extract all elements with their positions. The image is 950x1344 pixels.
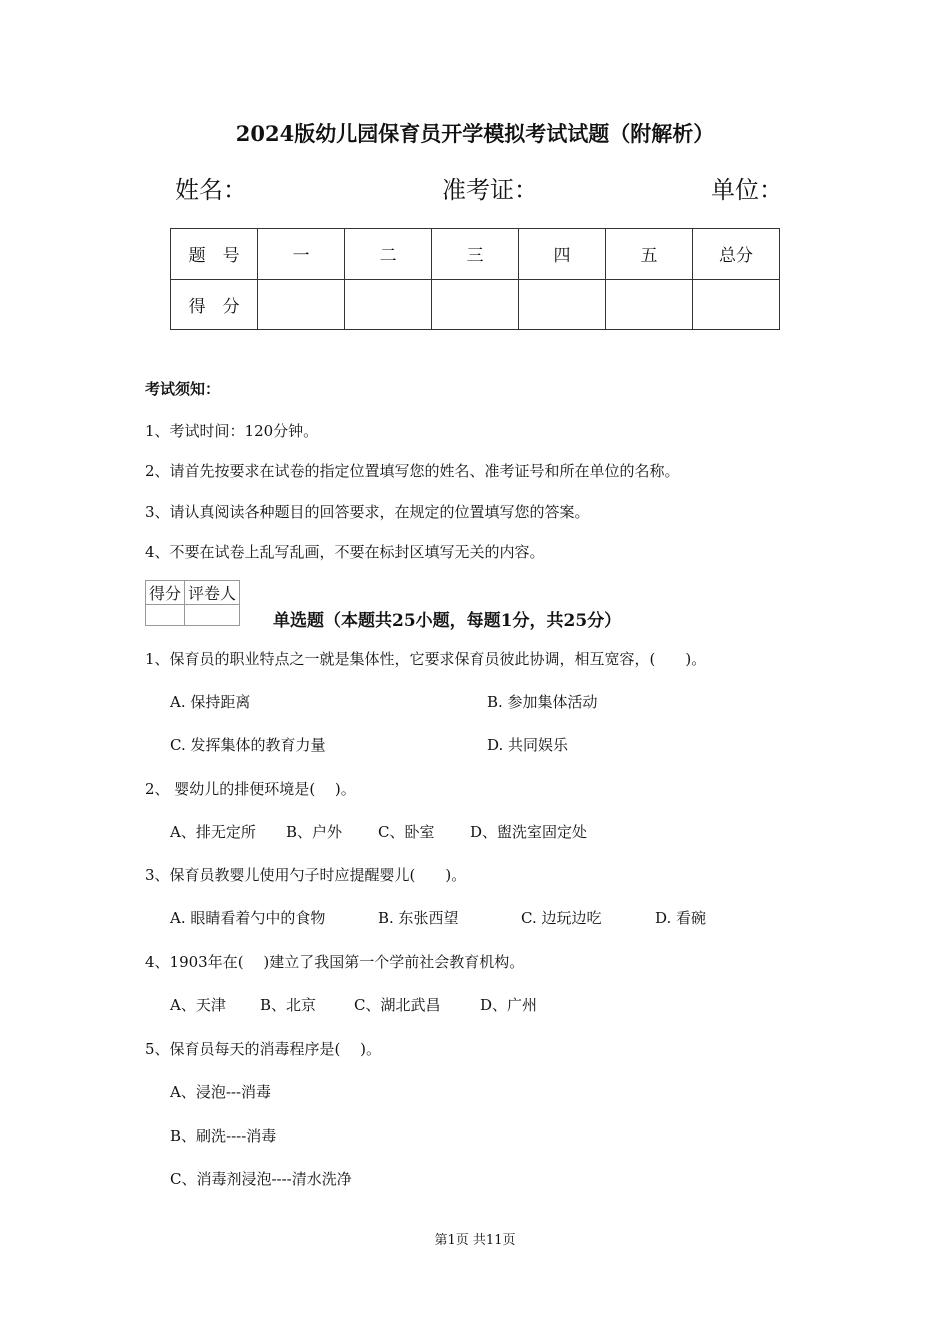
option: D、盥洗室固定处 bbox=[470, 823, 588, 841]
notice-item: 3、请认真阅读各种题目的回答要求，在规定的位置填写您的答案。 bbox=[145, 503, 590, 521]
score-row-label: 得 分 bbox=[171, 279, 258, 330]
score-header-cell: 五 bbox=[606, 229, 693, 280]
notice-item: 4、不要在试卷上乱写乱画，不要在标封区填写无关的内容。 bbox=[145, 543, 545, 561]
option: A、浸泡---消毒 bbox=[170, 1083, 272, 1101]
option: C. 发挥集体的教育力量 bbox=[170, 736, 326, 754]
score-header-cell: 一 bbox=[258, 229, 345, 280]
unit-label: 单位： bbox=[711, 176, 783, 204]
notice-item: 1、考试时间：120分钟。 bbox=[145, 422, 319, 440]
section-title: 单选题（本题共25小题，每题1分，共25分） bbox=[273, 611, 622, 631]
option: B、刷洗----消毒 bbox=[170, 1127, 277, 1145]
exam-id-label: 准考证： bbox=[442, 176, 538, 204]
question-text: 3、保育员教婴儿使用勺子时应提醒婴儿( )。 bbox=[145, 866, 467, 884]
option: C、卧室 bbox=[378, 823, 435, 841]
option: A、天津 bbox=[170, 996, 226, 1014]
option: C. 边玩边吃 bbox=[521, 909, 602, 927]
option: B、户外 bbox=[286, 823, 343, 841]
score-cell[interactable] bbox=[258, 279, 345, 330]
score-header-cell: 三 bbox=[432, 229, 519, 280]
document-title: 2024版幼儿园保育员开学模拟考试试题（附解析） bbox=[235, 121, 715, 146]
score-cell[interactable] bbox=[606, 279, 693, 330]
question-text: 1、保育员的职业特点之一就是集体性，它要求保育员彼此协调，相互宽容，( )。 bbox=[145, 650, 707, 668]
question-text: 2、 婴幼儿的排便环境是( )。 bbox=[145, 780, 356, 798]
score-header-cell: 总分 bbox=[692, 229, 779, 280]
option: C、消毒剂浸泡----清水洗净 bbox=[170, 1170, 352, 1188]
option: B. 东张西望 bbox=[378, 909, 459, 927]
score-table bbox=[170, 228, 780, 330]
grader-score-label: 得分 bbox=[146, 581, 185, 605]
grader-score-cell[interactable] bbox=[146, 605, 185, 626]
option: A、排无定所 bbox=[170, 823, 256, 841]
score-header-cell: 四 bbox=[519, 229, 606, 280]
page-footer: 第1页 共11页 bbox=[434, 1233, 516, 1248]
notice-title: 考试须知： bbox=[145, 380, 221, 398]
name-label: 姓名： bbox=[175, 176, 247, 204]
question-text: 5、保育员每天的消毒程序是( )。 bbox=[145, 1040, 382, 1058]
option: D. 看碗 bbox=[655, 909, 707, 927]
option: D. 共同娱乐 bbox=[487, 736, 569, 754]
option: A. 眼睛看着勺中的食物 bbox=[170, 909, 326, 927]
option: B、北京 bbox=[260, 996, 317, 1014]
question-text: 4、1903年在( )建立了我国第一个学前社会教育机构。 bbox=[145, 953, 525, 971]
score-cell[interactable] bbox=[345, 279, 432, 330]
grader-reviewer-cell[interactable] bbox=[185, 605, 240, 626]
score-header-cell: 题 号 bbox=[171, 229, 258, 280]
score-cell[interactable] bbox=[432, 279, 519, 330]
score-table-score-row bbox=[171, 279, 780, 330]
score-table-header-row bbox=[171, 229, 780, 280]
score-header-cell: 二 bbox=[345, 229, 432, 280]
notice-item: 2、请首先按要求在试卷的指定位置填写您的姓名、准考证号和所在单位的名称。 bbox=[145, 462, 680, 480]
option: C、湖北武昌 bbox=[354, 996, 441, 1014]
option: B. 参加集体活动 bbox=[487, 693, 598, 711]
grader-reviewer-label: 评卷人 bbox=[185, 581, 240, 605]
score-cell[interactable] bbox=[692, 279, 779, 330]
option: D、广州 bbox=[480, 996, 538, 1014]
option: A. 保持距离 bbox=[170, 693, 251, 711]
grader-box bbox=[145, 580, 240, 626]
score-cell[interactable] bbox=[519, 279, 606, 330]
